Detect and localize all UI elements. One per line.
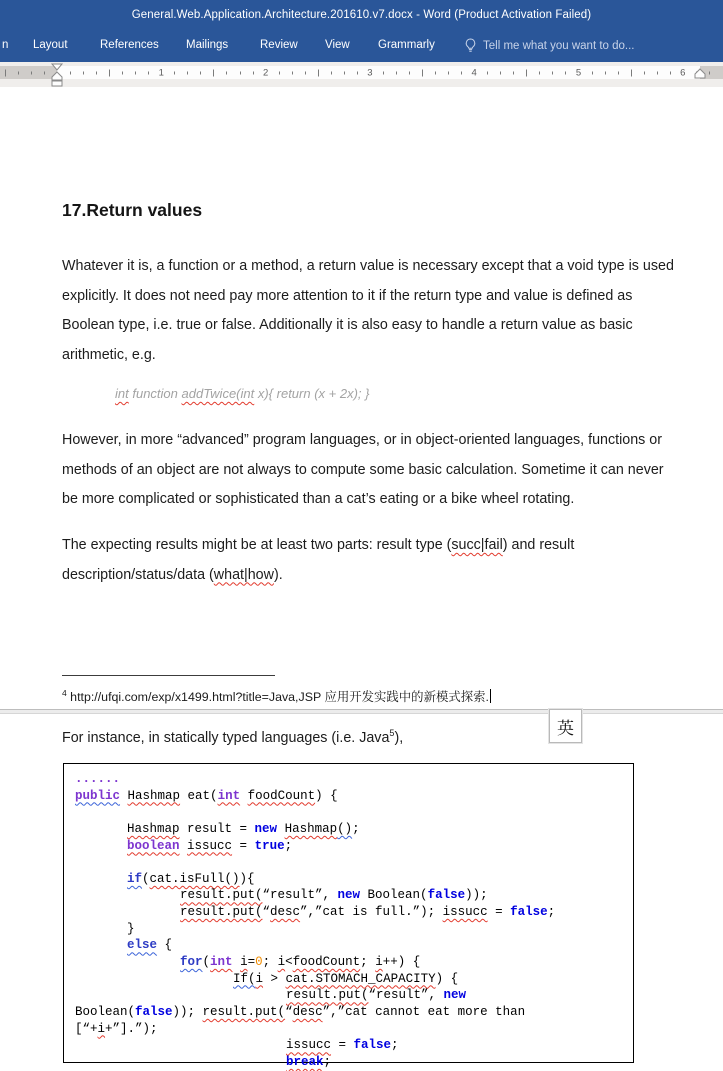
tab-grammarly[interactable]: Grammarly [378,39,435,51]
footnote-marker: 4 [62,687,67,698]
ruler-tick [383,71,384,74]
text-segment: ; [262,955,278,970]
text-segment: issucc [286,1038,332,1053]
ruler-tick [83,71,84,74]
text-segment: ( [202,955,211,970]
ruler-tick [618,71,619,74]
text-line: Whatever it is, a function or a method, a return value is necessary except that a void type is used [62,258,674,274]
text-line [115,382,369,406]
ruler-tick [670,71,671,74]
ruler-tick [148,71,149,74]
text-segment: i [375,955,383,970]
text-segment: succ|fail [451,537,503,553]
ruler-tick [396,71,397,74]
text-segment: new [337,888,361,903]
text-segment: = [247,955,256,970]
ruler-tick [96,71,97,74]
text-segment [233,955,241,969]
text-segment: The expecting results might be at least two parts: result type ( [62,537,452,553]
ruler-tick [174,71,175,74]
text-segment: ). [273,566,283,583]
text-segment: ; [352,821,360,836]
text-segment: )); [172,1004,203,1019]
ruler-tick [592,71,593,74]
ruler-tick [70,71,71,74]
indent-markers[interactable] [51,63,64,87]
paragraph-4 [62,719,403,753]
text-segment: false [135,1004,173,1019]
code-line [75,887,622,904]
right-indent-marker[interactable] [694,69,707,80]
page-boundary [0,709,723,714]
text-segment [277,822,285,836]
text-segment: } [127,921,135,936]
ruler-tick [565,71,566,74]
code-line [75,838,622,855]
ruler-tick [500,71,501,74]
text-segment: > [263,971,286,986]
ruler-tick [357,71,358,74]
text-segment: foodCount [292,955,361,970]
ruler-number: 5 [575,66,582,78]
text-segment: false [510,905,548,920]
ruler-number: 2 [262,66,269,78]
text-segment: { [157,938,173,953]
text-segment: ”,”cat is full.”); [300,905,443,920]
text-segment: int [210,955,233,970]
ruler-tick [253,71,254,74]
text-segment: function [128,386,182,401]
ruler-tick [279,71,280,74]
code-line [75,1037,622,1054]
text-segment: result.put( [180,888,263,903]
ruler-strip [0,62,723,87]
code-line [75,854,622,871]
code-line [75,1054,622,1071]
text-segment: eat( [180,788,218,803]
text-segment: i [240,955,248,970]
ribbon-tabs [0,30,723,62]
ime-language-indicator[interactable]: 英 [549,709,582,743]
ruler-tick [18,71,19,74]
lightbulb-icon [464,38,477,53]
text-segment: break [286,1054,324,1069]
code-line [75,954,622,971]
text-segment: new [254,821,278,836]
ruler-number: 6 [680,66,686,78]
text-segment: false [427,888,466,903]
ruler-tick [605,71,606,74]
ruler-tick [461,71,462,74]
footnote [62,687,491,705]
text-line: explicitly. It does not need pay more attention to it if the return type and value is defined as [62,287,633,304]
tab-mailings[interactable]: Mailings [186,39,229,51]
text-segment: )); [465,888,488,903]
ruler-tick [226,71,227,74]
text-segment: Boolean( [360,888,428,903]
text-segment: “ [262,905,271,920]
ruler-number: 4 [471,66,477,78]
text-line [62,561,707,591]
text-segment: i [255,971,264,986]
first-line-indent-marker[interactable] [52,64,62,70]
text-line: Boolean type, i.e. true or false. Additionally it is also easy to handle a return value as basic [62,317,633,334]
text-segment: ){ [239,871,255,886]
text-segment: new [443,988,467,1003]
ruler-tick [331,71,332,74]
code-line [75,937,622,954]
footnote-text: http://ufqi.com/exp/x1499.html?title=Java,JSP 应用开发实践中的新模式探索. [66,690,489,704]
text-segment [240,789,248,803]
ruler-tick [187,71,188,74]
text-segment: addTwice(int [181,386,255,401]
code-line [75,771,622,788]
text-line: methods of an object are not always to compute some basic calculation. Sometime it can never [62,461,664,478]
paragraph-2 [62,426,707,515]
text-segment: foodCount [247,788,316,803]
text-segment: ; [284,838,293,853]
code-line [75,821,622,838]
ruler-tick [487,71,488,74]
text-segment: ( [142,871,150,886]
footnote-separator [62,675,275,676]
text-segment: ) { [435,971,459,986]
text-segment: +”].”); [105,1021,158,1036]
code-line [75,971,622,988]
text-segment: Boolean( [75,1004,136,1019]
ruler-tick [318,69,319,76]
tab-review[interactable]: Review [260,39,298,51]
tell-me-label: Tell me what you want to do... [483,39,635,52]
text-line: arithmetic, e.g. [62,347,156,364]
code-lines [75,771,622,1071]
text-segment: “ [285,1004,293,1019]
document-page[interactable] [0,87,723,1069]
text-segment: Hashmap [127,788,181,803]
code-block [63,763,634,1069]
title-bar [0,0,723,30]
text-segment: ) and result [502,537,575,553]
ruler-tick [344,71,345,74]
text-segment: ...... [75,772,121,786]
ruler-tick [631,69,632,76]
ruler-tick [448,71,449,74]
text-segment: [“+ [75,1021,98,1036]
text-segment: Hashmap [284,821,338,836]
text-segment: Hashmap [127,821,180,836]
text-segment: i [97,1021,106,1036]
text-segment: if [127,871,143,886]
code-line [75,788,622,805]
text-segment: cat.isFull() [149,871,240,886]
code-line [75,804,622,821]
ruler-tick [292,71,293,74]
ruler-tick [240,71,241,74]
text-segment: () [337,821,353,836]
text-segment: < [285,955,293,970]
text-segment [180,839,188,853]
section-heading: 17.Return values [62,200,203,220]
tell-me-box[interactable] [464,38,635,53]
hanging-indent-marker[interactable] [52,72,62,80]
ruler-tick [422,69,423,76]
ruler-tick [31,71,32,74]
ruler-tick [109,69,110,76]
ruler-number: 3 [367,66,373,78]
left-indent-marker[interactable] [52,81,62,86]
text-segment: desc [292,1004,323,1019]
text-line: be more complicated or sophisticated than a cat’s eating or a bike wheel rotating. [62,491,575,508]
text-segment: ) { [315,788,338,803]
inline-code-example [115,382,369,406]
tab-view[interactable]: View [325,39,350,51]
tab-layout[interactable]: Layout [33,39,68,51]
ruler-tick [305,71,306,74]
text-segment: desc [270,905,301,920]
text-segment: “result”, [368,988,444,1003]
ruler-tick [213,69,214,76]
text-segment: false [353,1038,392,1053]
text-segment: cat.STOMACH_CAPACITY [285,971,436,986]
text-segment: issucc [442,905,488,920]
text-segment: ; [547,905,556,920]
ruler-tick [5,69,6,76]
ruler-tick [409,71,410,74]
text-segment: result.put( [286,988,369,1003]
text-segment: = [487,905,511,920]
window-title: General.Web.Application.Architecture.201610.v7.docx - Word (Product Activation Failed) [131,9,592,21]
text-segment: = [232,838,255,853]
text-segment: issucc [187,838,233,853]
ruler-tick [122,71,123,74]
code-line [75,1004,622,1021]
ruler-tick [644,71,645,74]
ruler-tick [513,71,514,74]
text-caret [490,689,491,703]
ruler-bar[interactable] [0,66,723,79]
ruler-tick [709,71,710,74]
code-line [75,987,622,1004]
text-segment [120,789,128,803]
text-segment: what|how [213,566,274,583]
ruler-writable-area [57,66,700,79]
paragraph-4-tail: ), [394,729,404,746]
ruler-tick [135,71,136,74]
text-line: However, in more “advanced” program languages, or in object-oriented languages, functions or [62,432,663,448]
code-line [75,871,622,888]
text-segment: result.put( [202,1004,286,1019]
ruler-tick [539,71,540,74]
text-segment: “result”, [262,888,338,903]
text-segment: = [331,1038,354,1053]
text-segment: If( [233,971,256,986]
text-segment: description/status/data ( [62,566,214,583]
code-line [75,921,622,938]
paragraph-3 [62,531,707,590]
text-segment: i [277,955,286,970]
text-segment: x){ return (x + 2x); } [254,386,370,401]
ruler-tick [200,71,201,74]
text-segment: for [180,955,203,970]
paragraph-4-text: For instance, in statically typed languages (i.e. Java [62,729,390,746]
text-segment: int [115,386,129,401]
text-segment: result = [179,821,255,836]
code-line [75,904,622,921]
ruler-tick [44,71,45,74]
ruler-number: 1 [158,66,164,78]
ruler-tick [526,69,527,76]
text-segment: ; [360,955,376,970]
paragraph-1 [62,252,707,371]
tab-references[interactable]: References [100,39,159,51]
ruler-tick [552,71,553,74]
tab-design-cropped[interactable]: n [2,39,9,51]
text-segment: ”,”cat cannot eat more than [322,1004,526,1019]
text-segment: ++) { [382,955,421,970]
text-segment: ; [323,1054,332,1069]
text-segment: result.put( [180,905,263,920]
text-line [62,531,707,561]
code-line [75,1021,622,1038]
ruler-tick [657,71,658,74]
ruler-tick [435,71,436,74]
text-segment: else [127,938,158,953]
text-segment: int [217,788,241,803]
text-segment: boolean [127,838,180,853]
text-segment: public [75,788,121,803]
text-segment: ; [391,1038,399,1053]
text-segment: true [254,838,285,853]
footnote-ref-5: 5 [389,728,395,738]
text-segment: 0 [255,955,263,970]
